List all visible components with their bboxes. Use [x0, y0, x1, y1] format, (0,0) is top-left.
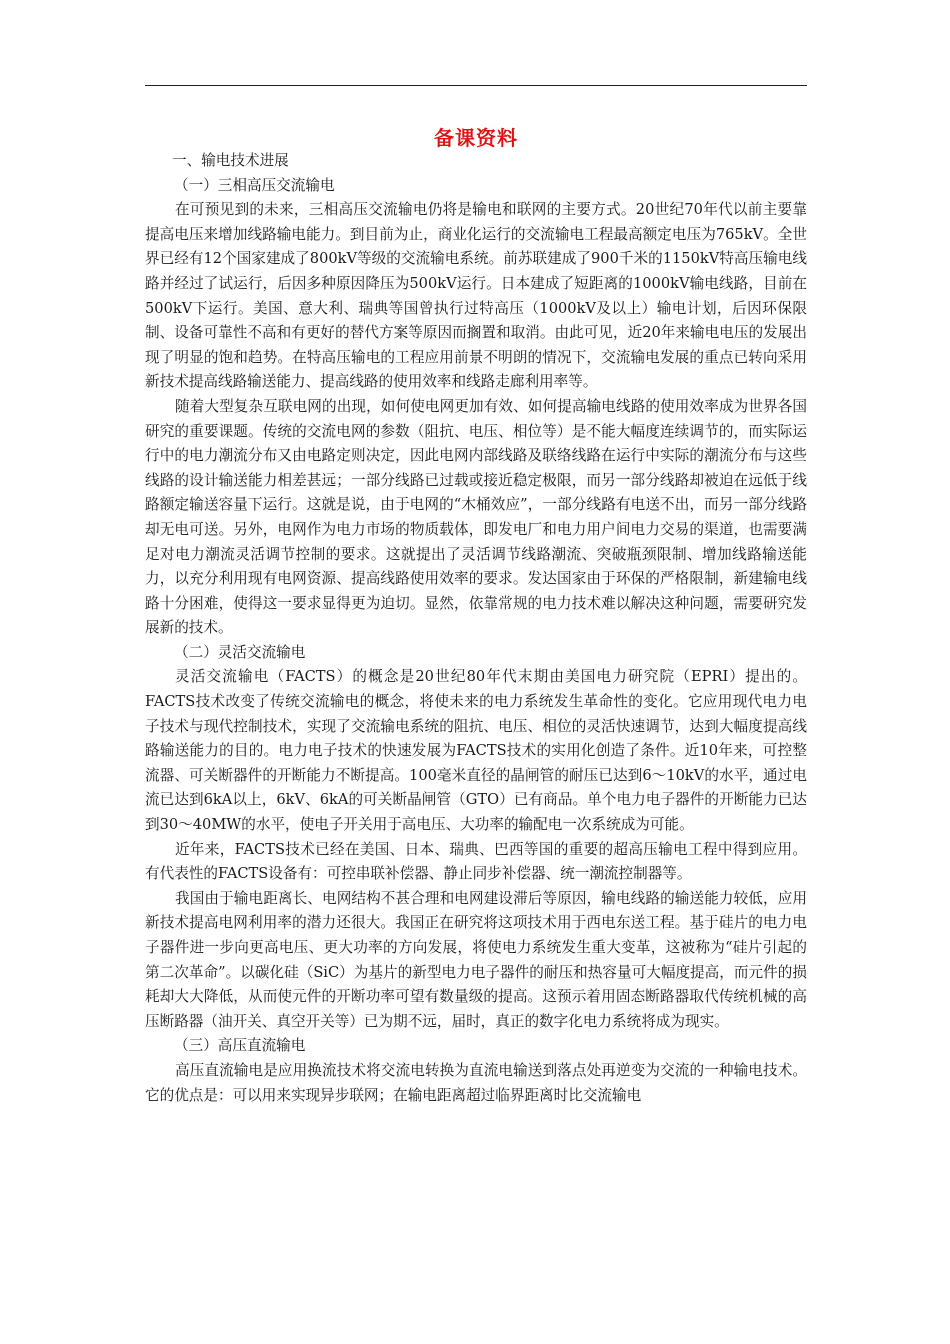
paragraph-3: 灵活交流输电（FACTS）的概念是20世纪80年代末期由美国电力研究院（EPRI）提出的。FACTS技术改变了传统交流输电的概念，将使未来的电力系统发生革命性的变化。它应用现代电力电子技术与现代控制技术，实现了交流输电系统的阻抗、电压、相位的灵活快速调节，达到大幅度提高线路输送能力的目的。电力电子技术的快速发展为FACTS技术的实用化创造了条件。近10年来，可控整流器、可关断器件的开断能力不断提高。100毫米直径的晶闸管的耐压已达到6～10kV的水平，通过电流已达到6kA以上，6kV、6kA的可关断晶闸管（GTO）已有商品。单个电力电子器件的开断能力已达到30～40MW的水平，使电子开关用于高电压、大功率的输配电一次系统成为可能。	[145, 668, 807, 834]
document-body	[145, 149, 807, 1108]
document-title: 备课资料	[434, 126, 518, 150]
subsection-heading-3: （三）高压直流输电	[174, 1037, 306, 1055]
subsection-heading-2: （二）灵活交流输电	[174, 643, 306, 661]
paragraph-6: 高压直流输电是应用换流技术将交流电转换为直流电输送到落点处再逆变为交流的一种输电技术。它的优点是：可以用来实现异步联网；在输电距离超过临界距离时比交流输电	[145, 1061, 807, 1104]
header-rule	[145, 85, 807, 86]
section-heading-1: 一、输电技术进展	[172, 152, 289, 169]
paragraph-2: 随着大型复杂互联电网的出现，如何使电网更加有效、如何提高输电线路的使用效率成为世界各国研究的重要课题。传统的交流电网的参数（阻抗、电压、相位等）是不能大幅度连续调节的，而实际运行中的电力潮流分布又由电路定则决定，因此电网内部线路及联络线路在运行中实际的潮流分布与这些线路的设计输送能力相差甚远；一部分线路已过载或接近稳定极限，而另一部分线路却被迫在远低于线路额定输送容量下运行。这就是说，由于电网的“木桶效应”，一部分线路有电送不出，而另一部分线路却无电可送。另外，电网作为电力市场的物质载体，即发电厂和电力用户间电力交易的渠道，也需要满足对电力潮流灵活调节控制的要求。这就提出了灵活调节线路潮流、突破瓶颈限制、增加线路输送能力，以充分利用现有电网资源、提高线路使用效率的要求。发达国家由于环保的严格限制，新建输电线路十分困难，使得这一要求显得更为迫切。显然，依靠常规的电力技术难以解决这种问题，需要研究发展新的技术。	[145, 397, 807, 637]
paragraph-4: 近年来，FACTS技术已经在美国、日本、瑞典、巴西等国的重要的超高压输电工程中得到应用。有代表性的FACTS设备有：可控串联补偿器、静止同步补偿器、统一潮流控制器等。	[145, 840, 807, 883]
paragraph-1: 在可预见到的未来，三相高压交流输电仍将是输电和联网的主要方式。20世纪70年代以前主要靠提高电压来增加线路输电能力。到目前为止，商业化运行的交流输电工程最高额定电压为765kV。全世界已经有12个国家建成了800kV等级的交流输电系统。前苏联建成了900千米的1150kV特高压输电线路并经过了试运行，后因多种原因降压为500kV运行。日本建成了短距离的1000kV输电线路，目前在500kV下运行。美国、意大利、瑞典等国曾执行过特高压（1000kV及以上）输电计划，后因环保限制、设备可靠性不高和有更好的替代方案等原因而搁置和取消。由此可见，近20年来输电电压的发展出现了明显的饱和趋势。在特高压输电的工程应用前景不明朗的情况下，交流输电发展的重点已转向采用新技术提高线路输送能力、提高线路的使用效率和线路走廊利用率等。	[145, 201, 807, 391]
paragraph-5: 我国由于输电距离长、电网结构不甚合理和电网建设滞后等原因，输电线路的输送能力较低，应用新技术提高电网利用率的潜力还很大。我国正在研究将这项技术用于西电东送工程。基于硅片的电力电子器件进一步向更高电压、更大功率的方向发展，将使电力系统发生重大变革，这被称为“硅片引起的第二次革命”。以碳化硅（SiC）为基片的新型电力电子器件的耐压和热容量可大幅度提高，而元件的损耗却大大降低，从而使元件的开断功率可望有数量级的提高。这预示着用固态断路器取代传统机械的高压断路器（油开关、真空开关等）已为期不远，届时，真正的数字化电力系统将成为现实。	[145, 889, 807, 1030]
subsection-heading-1: （一）三相高压交流输电	[174, 176, 335, 194]
